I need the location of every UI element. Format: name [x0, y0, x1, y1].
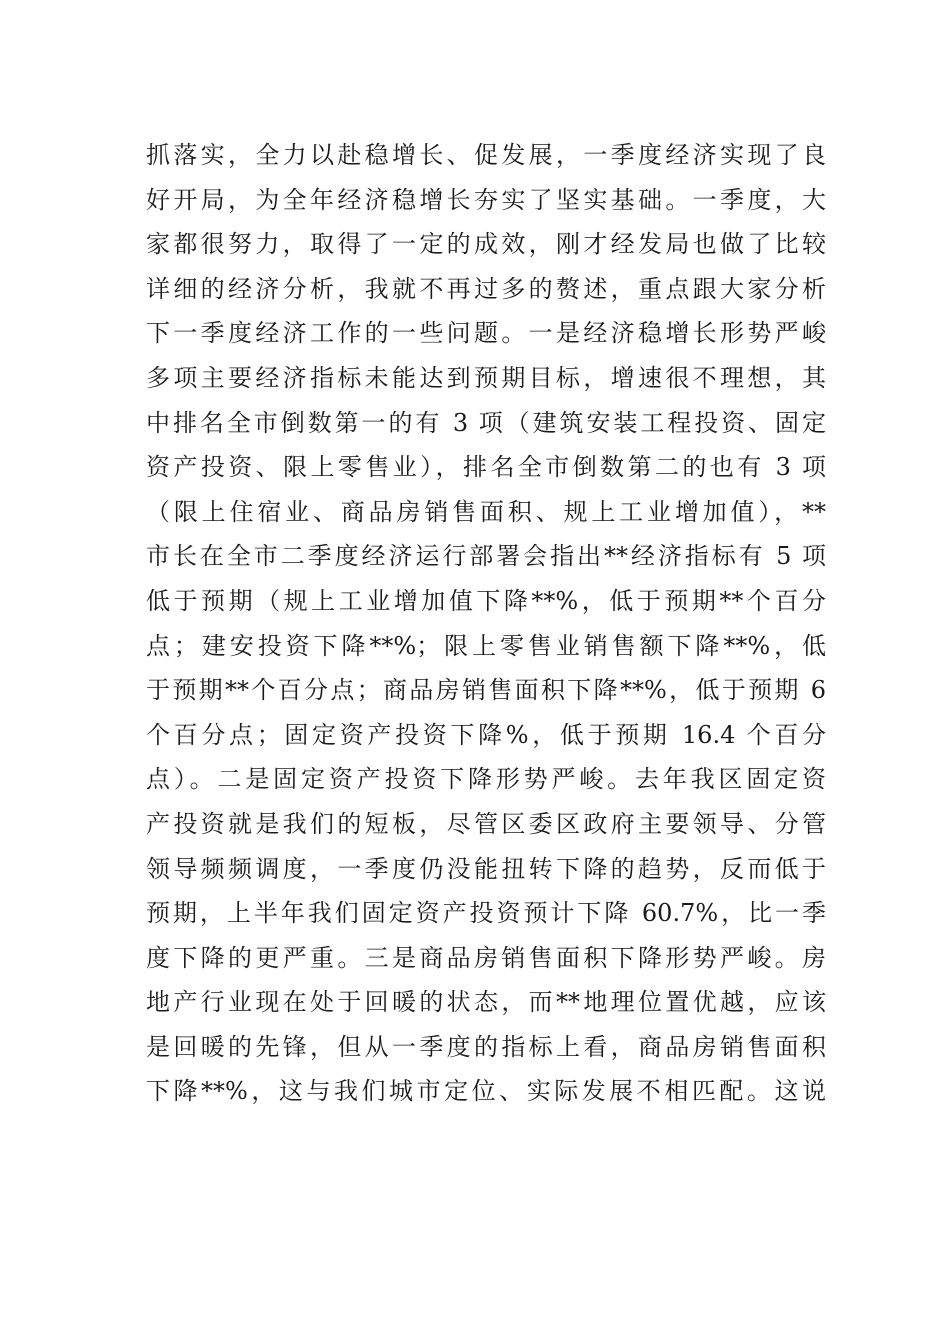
text-line: 点；建安投资下降**%；限上零售业销售额下降**%，低 [146, 631, 826, 660]
text-line: 度下降的更严重。三是商品房销售面积下降形势严峻。房 [146, 943, 826, 972]
text-line: 市长在全市二季度经济运行部署会指出**经济指标有 5 项 [146, 542, 826, 571]
text-line: 好开局，为全年经济稳增长夯实了坚实基础。一季度，大 [146, 185, 826, 214]
text-line: 多项主要经济指标未能达到预期目标，增速很不理想，其 [146, 363, 826, 392]
text-line: 抓落实，全力以赴稳增长、促发展，一季度经济实现了良 [146, 141, 826, 169]
text-line: 下降**%，这与我们城市定位、实际发展不相匹配。这说 [146, 1077, 826, 1106]
text-line: 于预期**个百分点；商品房销售面积下降**%，低于预期 6 [146, 676, 826, 705]
text-line: 中排名全市倒数第一的有 3 项（建筑安装工程投资、固定 [146, 408, 826, 437]
text-line: 家都很努力，取得了一定的成效，刚才经发局也做了比较 [146, 230, 826, 259]
text-line: （限上住宿业、商品房销售面积、规上工业增加值），** [146, 497, 826, 526]
text-line: 地产行业现在处于回暖的状态，而**地理位置优越，应该 [146, 988, 826, 1017]
text-line: 预期，上半年我们固定资产投资预计下降 60.7%，比一季 [146, 899, 826, 928]
text-line: 点）。二是固定资产投资下降形势严峻。去年我区固定资 [146, 765, 826, 794]
text-line: 是回暖的先锋，但从一季度的指标上看，商品房销售面积 [146, 1032, 826, 1061]
body-paragraph [146, 133, 826, 1114]
text-line: 详细的经济分析，我就不再过多的赘述，重点跟大家分析 [146, 274, 826, 303]
text-line: 产投资就是我们的短板，尽管区委区政府主要领导、分管 [146, 809, 826, 838]
text-line: 资产投资、限上零售业），排名全市倒数第二的也有 3 项 [146, 453, 826, 482]
text-line: 下一季度经济工作的一些问题。一是经济稳增长形势严峻 [146, 319, 826, 348]
text-line: 个百分点；固定资产投资下降%，低于预期 16.4 个百分 [146, 720, 826, 749]
text-line: 领导频频调度，一季度仍没能扭转下降的趋势，反而低于 [146, 854, 826, 883]
text-line: 低于预期（规上工业增加值下降**%，低于预期**个百分 [146, 586, 826, 615]
